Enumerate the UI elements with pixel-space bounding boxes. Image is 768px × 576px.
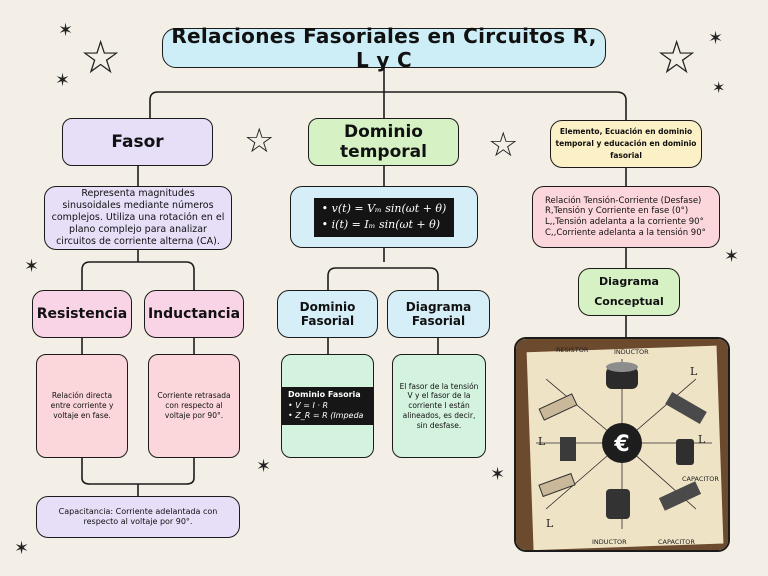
star-icon: ✶ xyxy=(724,246,740,267)
elemento-node[interactable]: Elemento, Ecuación en dominio temporal y educación en dominio fasorial xyxy=(550,120,702,168)
df-equation-2: • Z_R = R (Impeda xyxy=(288,411,364,421)
star-icon: ✶ xyxy=(24,256,40,277)
center-symbol: € xyxy=(614,432,630,457)
relacion-c: C,,Corriente adelanta a la tensión 90° xyxy=(545,227,706,238)
diagrama-conceptual-node[interactable]: Diagrama Conceptual xyxy=(578,268,680,316)
l-label: L xyxy=(538,435,546,448)
dominio-fasorial-node[interactable]: Dominio Fasorial xyxy=(277,290,378,338)
capacitor-label: CAPACITOR xyxy=(658,538,695,546)
star-icon: ✶ xyxy=(490,464,506,485)
relacion-title: Relación Tensión-Corriente (Desfase) xyxy=(545,195,702,206)
l-label: L xyxy=(546,517,554,530)
resistor-label: RESISTOR xyxy=(556,346,589,354)
diagrama-fasorial-node[interactable]: Diagrama Fasorial xyxy=(387,290,490,338)
inductor-label: INDUCTOR xyxy=(614,348,649,356)
circuit-illustration xyxy=(516,339,728,550)
temporal-equations-box xyxy=(290,186,478,248)
relacion-tension-corriente xyxy=(532,186,720,248)
star-icon: ✶ xyxy=(708,28,724,49)
star-icon: ✶ xyxy=(256,456,272,477)
fasor-description: Representa magnitudes sinusoidales mediante números complejos. Utiliza una rotación en el plano complejo para analizar circuitos de corriente alterna (CA). xyxy=(44,186,232,250)
l-label: L xyxy=(698,433,706,446)
star-icon: ✶ xyxy=(14,538,30,559)
temporal-equations xyxy=(314,198,455,237)
star-icon: ✶ xyxy=(55,70,71,91)
page-title: Relaciones Fasoriales en Circuitos R, L y C xyxy=(162,28,606,68)
l-label: L xyxy=(690,365,698,378)
star-icon: ☆ xyxy=(488,125,519,165)
relacion-r: R,Tensión y Corriente en fase (0°) xyxy=(545,206,689,217)
resistencia-node[interactable]: Resistencia xyxy=(32,290,132,338)
voltage-equation: • v(t) = Vₘ sin(ωt + θ) xyxy=(321,201,447,215)
dominio-fasorial-equations xyxy=(282,387,373,425)
fasor-node[interactable]: Fasor xyxy=(62,118,213,166)
conceptual-illustration xyxy=(514,337,730,552)
inductancia-node[interactable]: Inductancia xyxy=(144,290,244,338)
inductor-label-bottom: INDUCTOR xyxy=(592,538,627,546)
star-icon: ☆ xyxy=(244,121,275,161)
df-heading: Dominio Fasoria xyxy=(288,389,361,399)
dominio-fasorial-detail xyxy=(281,354,374,458)
dominio-temporal-node[interactable]: Dominio temporal xyxy=(308,118,459,166)
star-icon: ✶ xyxy=(712,78,726,97)
resistencia-description: Relación directa entre corriente y voltaje en fase. xyxy=(36,354,128,458)
star-icon: ☆ xyxy=(656,30,698,84)
star-icon: ✶ xyxy=(58,20,74,41)
inductancia-description: Corriente retrasada con respecto al voltaje por 90°. xyxy=(148,354,240,458)
capacitor-label-small: CAPACITOR xyxy=(682,475,719,483)
current-equation: • i(t) = Iₘ sin(ωt + θ) xyxy=(321,218,441,231)
capacitancia-description: Capacitancia: Corriente adelantada con respecto al voltaje por 90°. xyxy=(36,496,240,538)
df-equation-1: • V = I · R xyxy=(288,400,329,410)
diagrama-fasorial-description: El fasor de la tensión V y el fasor de la corriente I están alineados, es decir, sin desfase. xyxy=(392,354,486,458)
star-icon: ☆ xyxy=(80,30,122,84)
relacion-l: L,,Tensión adelanta a la corriente 90° xyxy=(545,217,704,227)
